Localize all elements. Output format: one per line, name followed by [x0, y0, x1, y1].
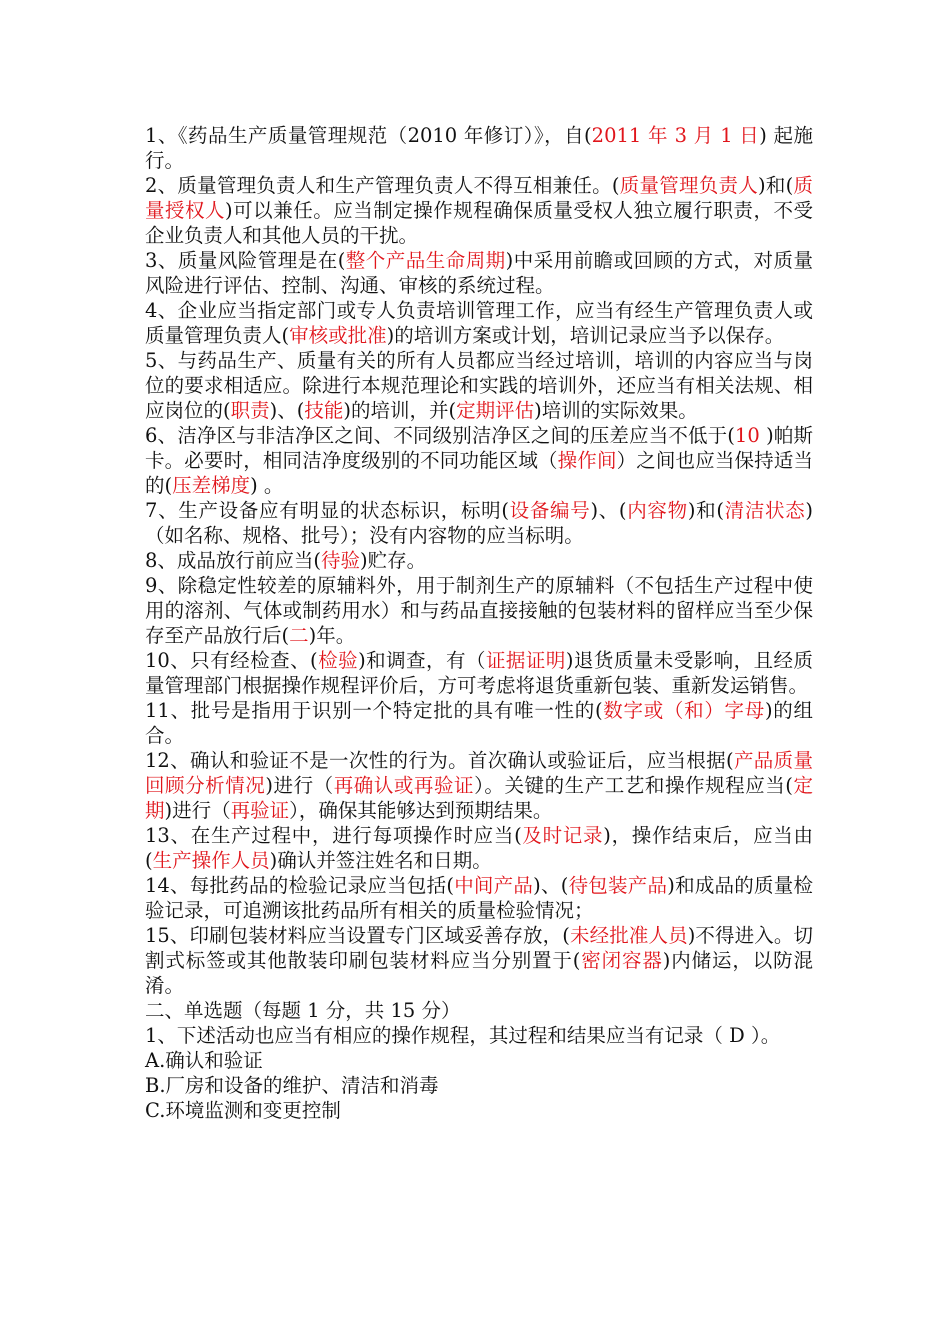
question-text: 10、只有经检查、( [145, 649, 318, 672]
question-item-5 [145, 348, 813, 423]
question-text: 7、生产设备应有明显的状态标识，标明( [145, 499, 509, 522]
question-item-7 [145, 498, 813, 548]
question-item-8 [145, 548, 813, 573]
answer-text: 整个产品生命周期 [345, 249, 506, 272]
question-text: )进行（ [265, 774, 334, 797]
question-text: )不得进入。切割式标签或其他散装印刷包装材料应当分别置于( [145, 924, 814, 972]
question-text: )退货质量未受影响，且经质量管理部门根据操作规程评价后，方可考虑将退货重新包装、重新发运销售。 [145, 649, 814, 697]
answer-text: 设备编号 [508, 499, 591, 522]
question-text: )贮存。 [360, 549, 427, 572]
answer-text: 定期 [145, 774, 813, 822]
question-item-13 [145, 823, 813, 873]
question-text: )中采用前瞻或回顾的方式，对质量风险进行评估、控制、沟通、审核的系统过程。 [145, 249, 813, 297]
answer-text: 10 [734, 424, 760, 447]
answer-text: 生产操作人员 [152, 849, 270, 872]
fill-blank-question-list [145, 123, 813, 998]
answer-text: 职责 [230, 399, 270, 422]
answer-text: 审核或批准 [289, 324, 387, 347]
answer-text: 及时记录 [521, 824, 604, 847]
answer-text: 待包装产品 [568, 874, 668, 897]
answer-text: 产品质量回顾分析情况 [145, 749, 813, 797]
answer-text: 未经批准人员 [569, 924, 688, 947]
question-text: )帕斯卡。必要时，相同洁净度级别的不同功能区域（ [145, 424, 813, 472]
option-c: C.环境监测和变更控制 [145, 1099, 341, 1122]
question-text: )（如名称、规格、批号）；没有内容物的应当标明。 [145, 499, 814, 547]
question-text: )年。 [308, 624, 356, 647]
question-text: 8、成品放行前应当( [145, 549, 322, 572]
question-item-11 [145, 698, 813, 748]
question-text: 2、质量管理负责人和生产管理负责人不得互相兼任。( [145, 174, 620, 197]
answer-text: 检验 [317, 649, 359, 672]
question-text: 3、质量风险管理是在( [145, 249, 346, 272]
answer-text: 压差梯度 [172, 474, 251, 497]
question-text: ) 。 [250, 474, 284, 497]
question-text: ）之间也应当保持适当的( [145, 449, 813, 497]
question-text: )，操作结束后，应当由( [145, 824, 813, 872]
answer-text: 2011 年 3 月 1 日 [591, 124, 760, 147]
question-text: )内储运，以防混淆。 [145, 949, 813, 997]
answer-text: 再验证 [230, 799, 290, 822]
question-item-10 [145, 648, 813, 698]
question-text: )和成品的质量检验记录，可追溯该批药品所有相关的质量检验情况； [145, 874, 814, 922]
answer-text: 质量管理负责人 [619, 174, 759, 197]
document-page [145, 123, 813, 1123]
answer-text: 清洁状态 [723, 499, 806, 522]
question-item-9 [145, 573, 813, 648]
question-text: )和( [687, 499, 724, 522]
question-text: )、( [269, 399, 305, 422]
question-item-14 [145, 873, 813, 923]
answer-text: 数字或（和）字母 [602, 699, 765, 722]
question-text: 14、每批药品的检验记录应当包括( [145, 874, 454, 897]
answer-text: 再确认或再验证 [333, 774, 475, 797]
option-b: B.厂房和设备的维护、清洁和消毒 [145, 1074, 439, 1097]
section-heading-single-choice: 二、单选题（每题 1 分，共 15 分） [145, 999, 461, 1022]
answer-text: 密闭容器 [580, 949, 663, 972]
question-text: 1、《药品生产质量管理规范（2010 年修订）》，自( [145, 124, 592, 147]
question-item-1 [145, 123, 813, 173]
answer-text: 质量授权人 [145, 174, 813, 222]
question-text: ) 起施行。 [145, 124, 814, 172]
question-item-3 [145, 248, 813, 298]
question-text: )的组合。 [145, 699, 813, 747]
answer-text: 待验 [321, 549, 361, 572]
answer-text: 内容物 [626, 499, 688, 522]
question-item-6 [145, 423, 813, 498]
question-item-12 [145, 748, 813, 823]
question-text: 11、批号是指用于识别一个特定批的具有唯一性的( [145, 699, 603, 722]
question-text: )进行（ [164, 799, 231, 822]
answer-text: 二 [289, 624, 309, 647]
question-text: )确认并签注姓名和日期。 [269, 849, 492, 872]
question-text: 12、确认和验证不是一次性的行为。首次确认或验证后，应当根据( [145, 749, 734, 772]
question-text: 4、企业应当指定部门或专人负责培训管理工作，应当有经生产管理负责人或质量管理负责人( [145, 299, 813, 347]
answer-text: 技能 [304, 399, 344, 422]
question-text: 9、除稳定性较差的原辅料外，用于制剂生产的原辅料（不包括生产过程中使用的溶剂、气体或制药用水）和与药品直接接触的包装材料的留样应当至少保存至产品放行后( [145, 574, 813, 647]
answer-text: 定期评估 [456, 399, 535, 422]
single-choice-question-1: 1、下述活动也应当有相应的操作规程，其过程和结果应当有记录（ D ）。 [145, 1024, 781, 1047]
answer-text: 操作间 [557, 449, 617, 472]
question-text: )培训的实际效果。 [534, 399, 698, 422]
question-text: 5、与药品生产、质量有关的所有人员都应当经过培训，培训的内容应当与岗位的要求相适应。除进行本规范理论和实践的培训外，还应当有相关法规、相应岗位的( [145, 349, 813, 422]
question-text: 6、洁净区与非洁净区之间、不同级别洁净区之间的压差应当不低于( [145, 424, 735, 447]
question-text: )、( [533, 874, 569, 897]
question-item-15 [145, 923, 813, 998]
question-text: )的培训方案或计划，培训记录应当予以保存。 [386, 324, 785, 347]
question-text: )和调查，有（ [358, 649, 486, 672]
question-text: )的培训，并( [343, 399, 457, 422]
question-text: )、( [590, 499, 627, 522]
question-text: )可以兼任。应当制定操作规程确保质量受权人独立履行职责，不受企业负责人和其他人员的干扰。 [145, 199, 813, 247]
question-text: ）。关键的生产工艺和操作规程应当( [474, 774, 793, 797]
answer-text: 中间产品 [453, 874, 534, 897]
question-text: ），确保其能够达到预期结果。 [289, 799, 553, 822]
question-text: )和( [758, 174, 794, 197]
option-a: A.确认和验证 [145, 1049, 263, 1072]
answer-text: 证据证明 [485, 649, 566, 672]
question-item-4 [145, 298, 813, 348]
question-text: 15、印刷包装材料应当设置专门区域妥善存放，( [145, 924, 570, 947]
question-item-2 [145, 173, 813, 248]
question-text: 13、在生产过程中，进行每项操作时应当( [145, 824, 522, 847]
